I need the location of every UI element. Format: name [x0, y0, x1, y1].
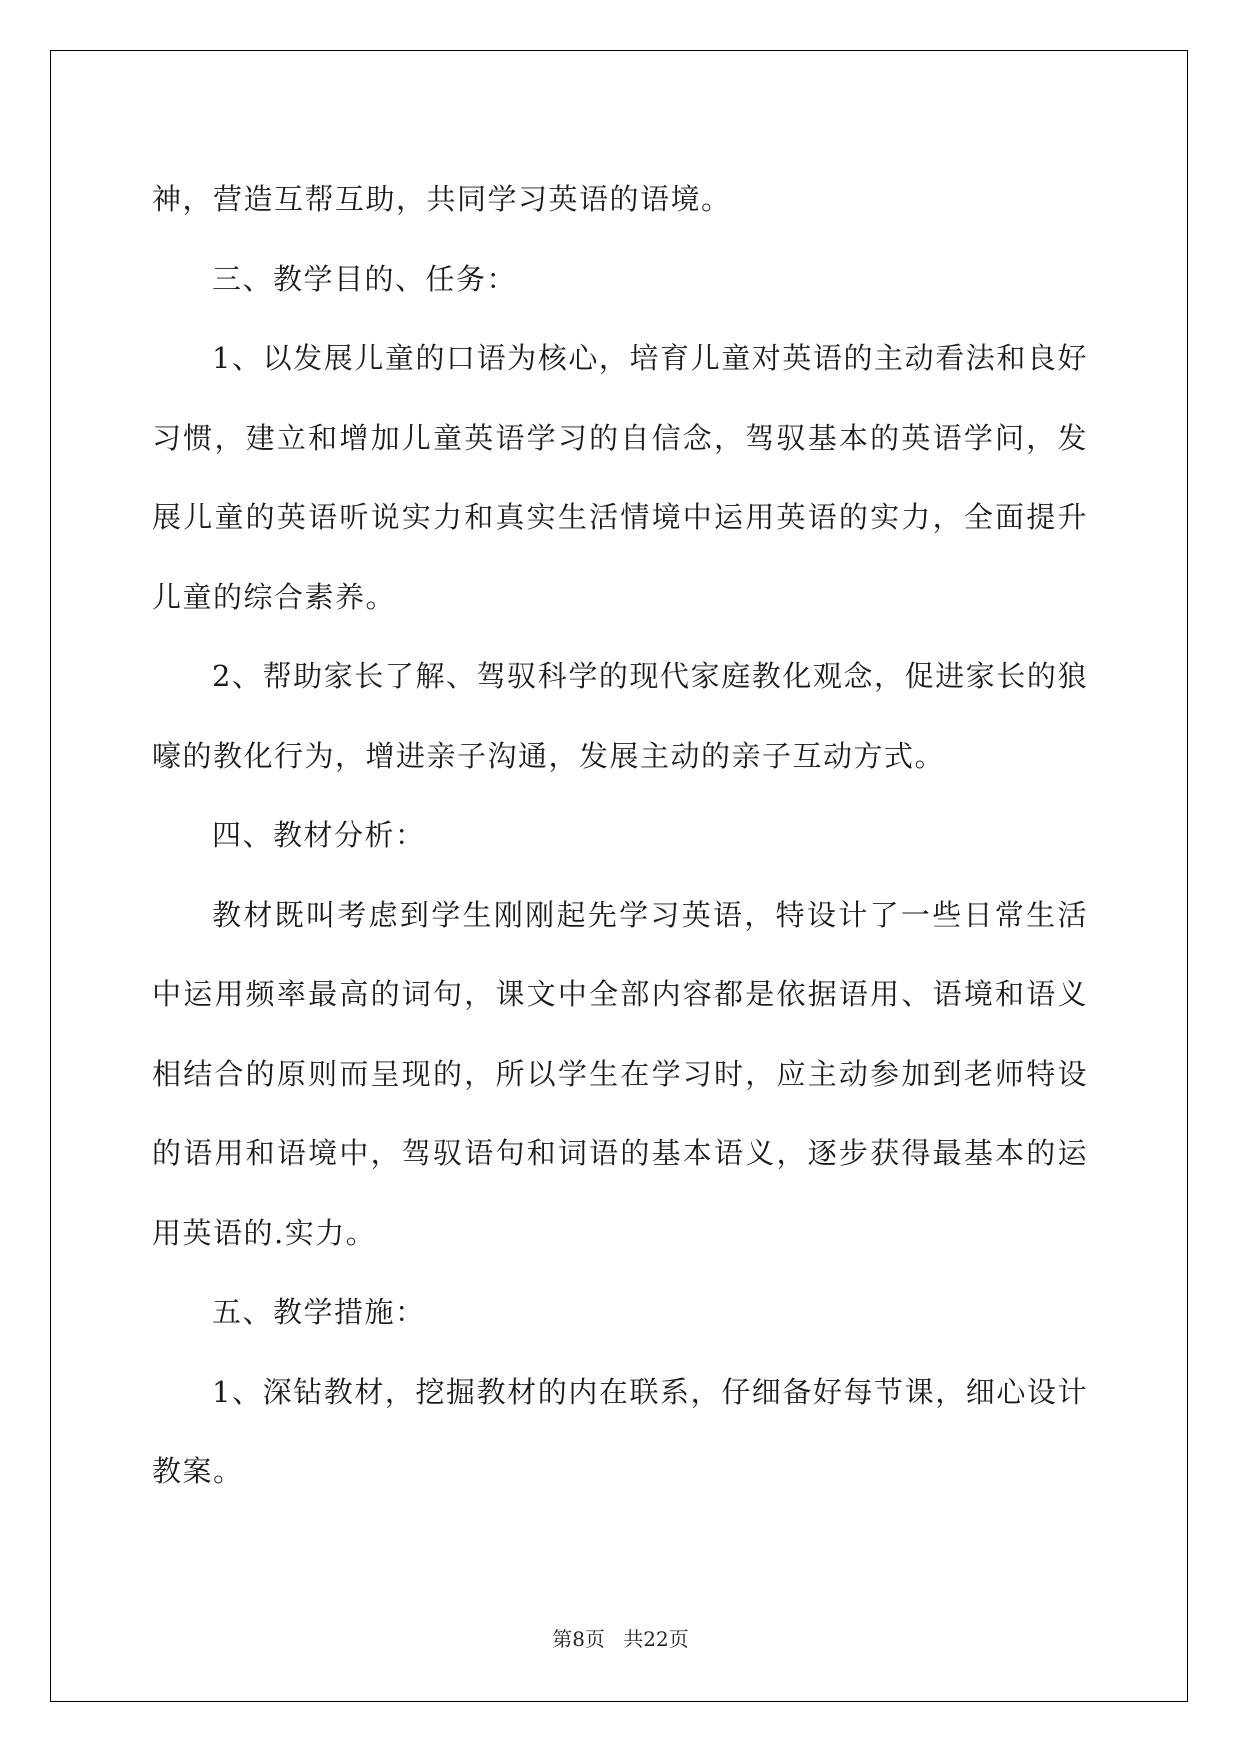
paragraph-goal-2: 2、帮助家长了解、驾驭科学的现代家庭教化观念，促进家长的狼嚎的教化行为，增进亲子沟通，发展主动的亲子互动方式。	[152, 659, 1088, 773]
paragraph-material-analysis: 教材既叫考虑到学生刚刚起先学习英语，特设计了一些日常生活中运用频率最高的词句，课文中全部内容都是依据语用、语境和语义相结合的原则而呈现的，所以学生在学习时，应主动参加到老师特设的语用和语境中，驾驭语句和词语的基本语义，逐步获得最基本的运用英语的.实力。	[152, 897, 1088, 1250]
paragraph-goal-1: 1、以发展儿童的口语为核心，培育儿童对英语的主动看法和良好习惯，建立和增加儿童英语学习的自信念，驾驭基本的英语学问，发展儿童的英语听说实力和真实生活情境中运用英语的实力，全面提升儿童的综合素养。	[152, 341, 1088, 614]
page-footer	[0, 1623, 1241, 1652]
paragraph-measure-1: 1、深钻教材，挖掘教材的内在联系，仔细备好每节课，细心设计教案。	[152, 1374, 1088, 1488]
page-number-total: 共22页	[623, 1627, 689, 1651]
section-heading-4: 四、教材分析：	[212, 818, 426, 852]
paragraph-1: 神，营造互帮互助，共同学习英语的语境。	[152, 182, 732, 216]
document-body	[152, 160, 1088, 1512]
page-number-current: 第8页	[552, 1627, 605, 1651]
section-heading-5: 五、教学措施：	[212, 1295, 426, 1329]
section-heading-3: 三、教学目的、任务：	[212, 261, 518, 296]
